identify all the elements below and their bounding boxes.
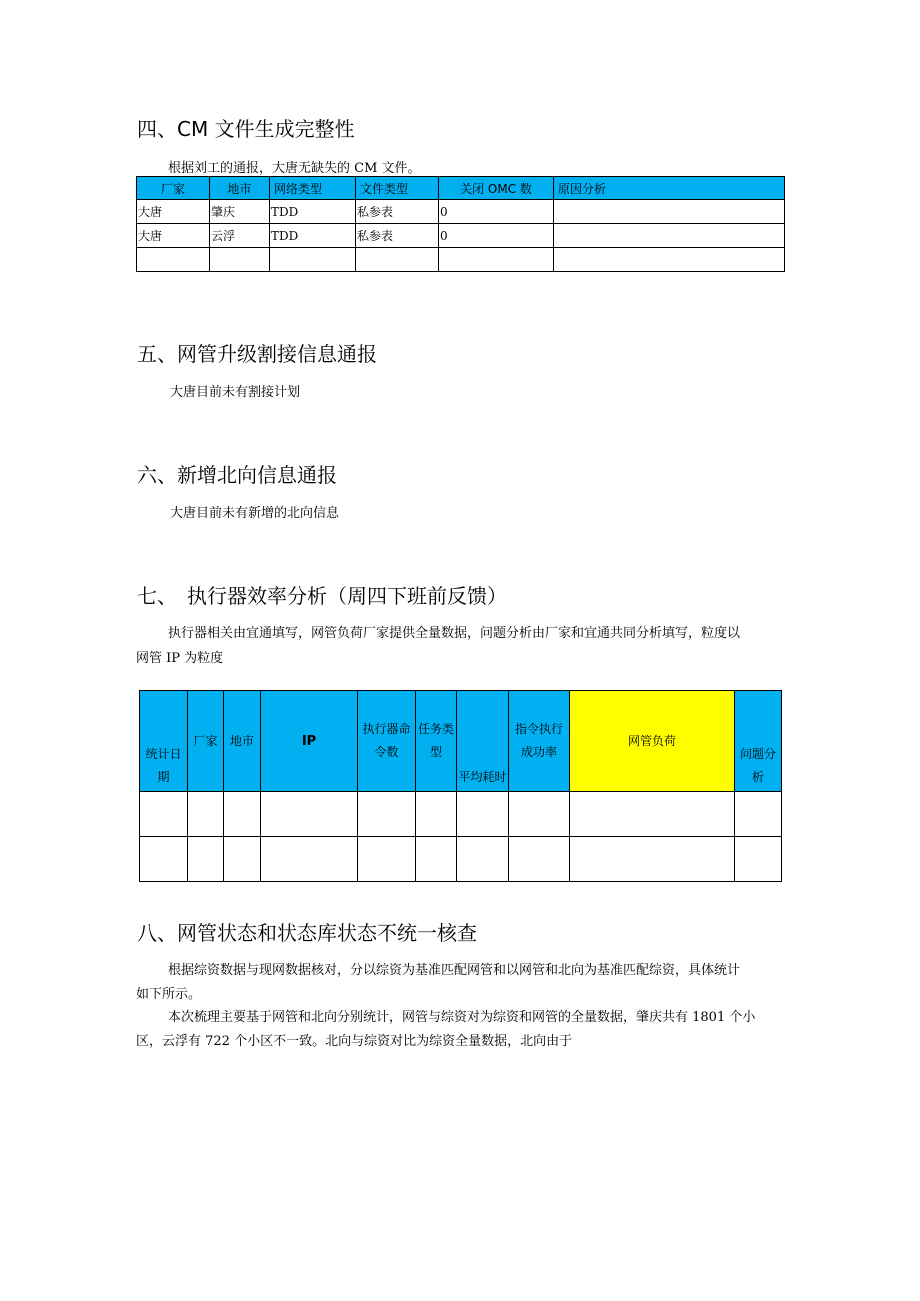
header-cell: IP bbox=[261, 691, 358, 792]
table-cell bbox=[358, 792, 416, 837]
table-cell: 0 bbox=[439, 200, 554, 224]
section-8-para1-line2: 如下所示。 bbox=[136, 987, 202, 1002]
table-cell bbox=[188, 792, 224, 837]
table-cell bbox=[140, 837, 188, 882]
table-cell bbox=[261, 792, 358, 837]
table-header-row bbox=[140, 691, 782, 792]
section-7-text-line1: 执行器相关由宜通填写，网管负荷厂家提供全量数据，问题分析由厂家和宜通共同分析填写，粒度以 bbox=[168, 626, 741, 641]
table-cell bbox=[554, 248, 785, 272]
cm-file-table bbox=[136, 176, 785, 272]
table-cell bbox=[457, 792, 509, 837]
header-cell: 厂家 bbox=[188, 691, 224, 792]
section-8-title: 八、网管状态和状态库状态不统一核查 bbox=[137, 921, 477, 945]
table-cell: 0 bbox=[439, 224, 554, 248]
table-cell: TDD bbox=[270, 224, 356, 248]
table-cell bbox=[416, 792, 457, 837]
table-cell bbox=[735, 837, 782, 882]
section-5-text: 大唐目前未有割接计划 bbox=[170, 385, 301, 400]
table-row bbox=[137, 248, 785, 272]
table-cell bbox=[416, 837, 457, 882]
table-cell bbox=[356, 248, 439, 272]
table-cell: 大唐 bbox=[137, 224, 210, 248]
table-cell bbox=[270, 248, 356, 272]
section-7-text-line2: 网管 IP 为粒度 bbox=[136, 651, 224, 666]
header-cell: 指令执行成功率 bbox=[509, 691, 570, 792]
table-cell bbox=[570, 792, 735, 837]
header-cell: 问题分析 bbox=[735, 691, 782, 792]
executor-efficiency-table bbox=[139, 690, 782, 882]
section-8-para1-line1: 根据综资数据与现网数据核对，分以综资为基准匹配网管和以网管和北向为基准匹配综资，具体统计 bbox=[168, 963, 741, 978]
header-cell: 地市 bbox=[210, 177, 270, 200]
table-cell bbox=[509, 837, 570, 882]
header-cell: 执行器命令数 bbox=[358, 691, 416, 792]
header-cell: 厂家 bbox=[137, 177, 210, 200]
table-cell bbox=[137, 248, 210, 272]
header-cell: 原因分析 bbox=[554, 177, 785, 200]
table-cell: TDD bbox=[270, 200, 356, 224]
section-8-para2-line2: 区，云浮有 722 个小区不一致。北向与综资对比为综资全量数据，北向由于 bbox=[136, 1034, 573, 1049]
section-6-text: 大唐目前未有新增的北向信息 bbox=[170, 506, 340, 521]
table-cell: 私参表 bbox=[356, 200, 439, 224]
table-cell bbox=[224, 792, 261, 837]
table-cell bbox=[210, 248, 270, 272]
section-8-para2-line1: 本次梳理主要基于网管和北向分别统计，网管与综资对为综资和网管的全量数据，肇庆共有 1801 个小 bbox=[168, 1010, 756, 1025]
table-cell bbox=[140, 792, 188, 837]
table-cell bbox=[570, 837, 735, 882]
section-4-title: 四、CM 文件生成完整性 bbox=[137, 117, 355, 141]
table-cell bbox=[509, 792, 570, 837]
section-6-title: 六、新增北向信息通报 bbox=[137, 463, 337, 487]
table-cell bbox=[439, 248, 554, 272]
section-4-note: 根据刘工的通报，大唐无缺失的 CM 文件。 bbox=[168, 161, 421, 176]
table-cell bbox=[261, 837, 358, 882]
header-cell: 文件类型 bbox=[356, 177, 439, 200]
table-cell bbox=[554, 200, 785, 224]
table-row bbox=[140, 792, 782, 837]
table-row bbox=[137, 200, 785, 224]
table-row bbox=[140, 837, 782, 882]
table-cell bbox=[358, 837, 416, 882]
table-cell: 私参表 bbox=[356, 224, 439, 248]
table-cell: 大唐 bbox=[137, 200, 210, 224]
section-5-title: 五、网管升级割接信息通报 bbox=[137, 342, 377, 366]
table-cell: 云浮 bbox=[210, 224, 270, 248]
table-header-row bbox=[137, 177, 785, 200]
table-row bbox=[137, 224, 785, 248]
table-cell bbox=[735, 792, 782, 837]
table-cell bbox=[457, 837, 509, 882]
header-cell: 平均耗时 bbox=[457, 691, 509, 792]
table-cell bbox=[224, 837, 261, 882]
section-7-title: 七、 执行器效率分析（周四下班前反馈） bbox=[137, 584, 507, 608]
header-cell: 关闭 OMC 数 bbox=[439, 177, 554, 200]
table-cell bbox=[554, 224, 785, 248]
header-cell: 网管负荷 bbox=[570, 691, 735, 792]
header-cell: 网络类型 bbox=[270, 177, 356, 200]
header-cell: 任务类型 bbox=[416, 691, 457, 792]
header-cell: 地市 bbox=[224, 691, 261, 792]
table-cell: 肇庆 bbox=[210, 200, 270, 224]
header-cell: 统计日期 bbox=[140, 691, 188, 792]
table-cell bbox=[188, 837, 224, 882]
